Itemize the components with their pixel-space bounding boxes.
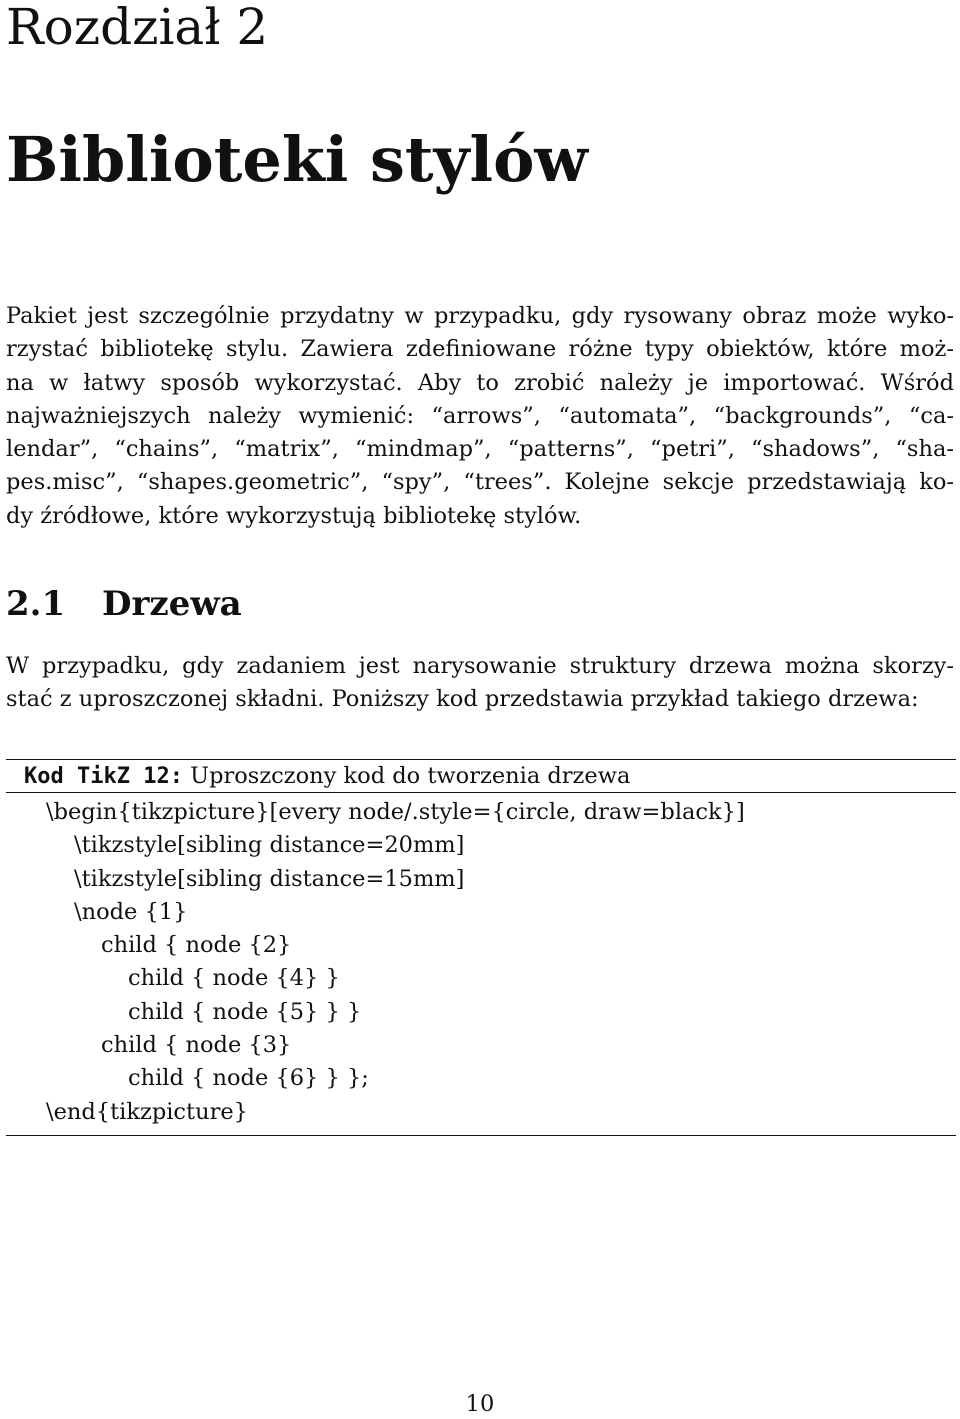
listing-caption-rule bbox=[6, 792, 956, 793]
intro-line: Pakiet jest szczególnie przydatny w przypadku, gdy rysowany obraz może wyko- bbox=[6, 303, 954, 329]
intro-paragraph bbox=[6, 300, 954, 533]
section-title: Drzewa bbox=[102, 584, 242, 624]
intro-line: pes.misc”, “shapes.geometric”, “spy”, “trees”. Kolejne sekcje przedstawiają ko- bbox=[6, 469, 954, 496]
section-line: stać z uproszczonej składni. Poniższy kod przedstawia przykład takiego drzewa: bbox=[6, 686, 919, 713]
intro-line: lendar”, “chains”, “matrix”, “mindmap”, “patterns”, “petri”, “shadows”, “sha- bbox=[6, 436, 954, 463]
section-heading bbox=[6, 578, 242, 630]
chapter-title: Biblioteki stylów bbox=[6, 123, 588, 196]
code-line: child { node {3} bbox=[101, 1032, 292, 1059]
intro-line: najważniejszych należy wymienić: “arrows”, “automata”, “backgrounds”, “ca- bbox=[6, 402, 954, 429]
code-line: child { node {4} } bbox=[128, 965, 340, 992]
code-listing bbox=[6, 759, 956, 1137]
listing-caption-label: Kod TikZ 12: bbox=[24, 764, 183, 789]
section-paragraph bbox=[6, 650, 954, 717]
code-line: child { node {2} bbox=[101, 932, 292, 959]
section-number: 2.1 bbox=[6, 584, 66, 624]
listing-bottom-rule bbox=[6, 1135, 956, 1136]
code-line: \tikzstyle[sibling distance=20mm] bbox=[74, 832, 465, 859]
intro-line: rzystać bibliotekę stylu. Zawiera zdefiniowane różne typy obiektów, które moż- bbox=[6, 336, 954, 363]
intro-line: dy źródłowe, które wykorzystują bibliotekę stylów. bbox=[6, 502, 582, 529]
listing-caption bbox=[24, 760, 630, 793]
code-line: \end{tikzpicture} bbox=[46, 1098, 248, 1125]
intro-line: na w łatwy sposób wykorzystać. Aby to zrobić należy je importować. Wśród bbox=[6, 369, 954, 396]
code-line: \begin{tikzpicture}[every node/.style={circle, draw=black}] bbox=[46, 799, 745, 825]
code-line: child { node {6} } }; bbox=[128, 1065, 369, 1092]
section-line: W przypadku, gdy zadaniem jest narysowanie struktury drzewa można skorzy- bbox=[6, 653, 954, 679]
listing-caption-text: Uproszczony kod do tworzenia drzewa bbox=[190, 763, 631, 789]
code-line: child { node {5} } } bbox=[128, 998, 362, 1025]
page-number: 10 bbox=[465, 1391, 495, 1417]
chapter-label: Rozdział 2 bbox=[6, 0, 269, 56]
code-block bbox=[46, 796, 745, 1129]
code-line: \node {1} bbox=[74, 898, 188, 925]
code-line: \tikzstyle[sibling distance=15mm] bbox=[74, 865, 465, 892]
